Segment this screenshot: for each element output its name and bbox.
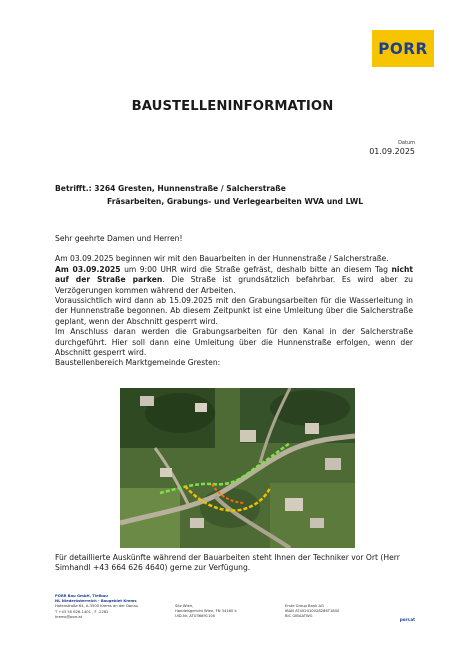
paragraph-4: Im Anschluss daran werden die Grabungsarbeiten für den Kanal in der Salcherstraße durchgeführt. Hier soll dann eine Umleitung über die Hunnenstraße erfolgen, wenn der Abschnitt gesperrt wird. [55,327,413,358]
paragraph-2 [55,265,413,296]
date-label: Datum [398,140,415,146]
paragraph-3: Voraussichtlich wird dann ab 15.09.2025 mit den Grabungsarbeiten für die Wasserleitung in der Hunnenstraße begonnen. Ab diesem Zeitpunkt ist eine Umleitung über die Salcherstraße geplant, wenn der Abschnitt gesperrt wird. [55,296,413,326]
footer-registry-line: Handelsgericht Wien, FN 34160 k [175,609,237,614]
footer-company-line: NL Niederösterreich - Baugebiet Krems [55,599,137,604]
letter-body [55,234,413,369]
closing-paragraph: Für detaillierte Auskünfte während der Bauarbeiten steht Ihnen der Techniker vor Ort (Herr Simhandl +43 664 626 4640) gerne zur Verfügung. [55,553,400,573]
footer-company-line: Hafenstraße 64, A-3500 Krems an der Donau [55,604,139,609]
porr-logo [372,30,434,67]
page-title: BAUSTELLENINFORMATION [131,99,334,114]
logo-text: PORR [378,39,428,58]
paragraph-2-text-a: um 9:00 UHR wird die Straße gefräst, deshalb bitte an diesem Tag [120,264,392,274]
paragraph-1: Am 03.09.2025 beginnen wir mit den Bauarbeiten in der Hunnenstraße / Salcherstraße. [55,254,389,264]
footer-bank [285,604,339,620]
footer-website: porr.at [399,617,415,622]
date-value: 01.09.2025 [369,147,415,156]
paragraph-2-text-b: . Die Straße ist grundsätzlich befahrbar. Es wird aber zu Verzögerungen kommen während der Arbeiten. [55,275,413,295]
footer-company-line: PORR Bau GmbH, Tiefbau [55,594,108,598]
paragraph-2-emphasis: nicht auf der Straße parken [55,264,413,285]
footer-registry-line: Sitz Wien, [175,604,194,608]
aerial-map-image [120,388,355,548]
footer-bank-line: BIC GIBAATWG [285,614,313,619]
footer-company-line: T +43 50 626-1401 , F -2282 [55,609,109,614]
subject-block [55,182,363,208]
footer-bank-line: IBAN AT402010028286T1800 [285,609,340,614]
salutation: Sehr geehrte Damen und Herren! [55,234,183,243]
paragraph-5: Baustellenbereich Marktgemeinde Gresten: [55,358,221,368]
subject-text-1: 3264 Gresten, Hunnenstraße / Salcherstraße [94,184,286,193]
footer-bank-line: Erste Group Bank AG [285,604,324,608]
subject-line-2: Fräsarbeiten, Grabungs- und Verlegearbeiten WVA und LWL [107,197,364,206]
footer-registry [175,604,237,620]
paragraph-2-date: Am 03.09.2025 [55,264,121,274]
footer [55,594,415,630]
footer-registry-line: UID-Nr. ATU36891100 [175,614,216,619]
footer-company [55,594,138,620]
footer-company-line: krems@porr.at [55,614,83,619]
subject-line-1 [55,182,363,195]
subject-label: Betrifft.: [55,184,92,193]
